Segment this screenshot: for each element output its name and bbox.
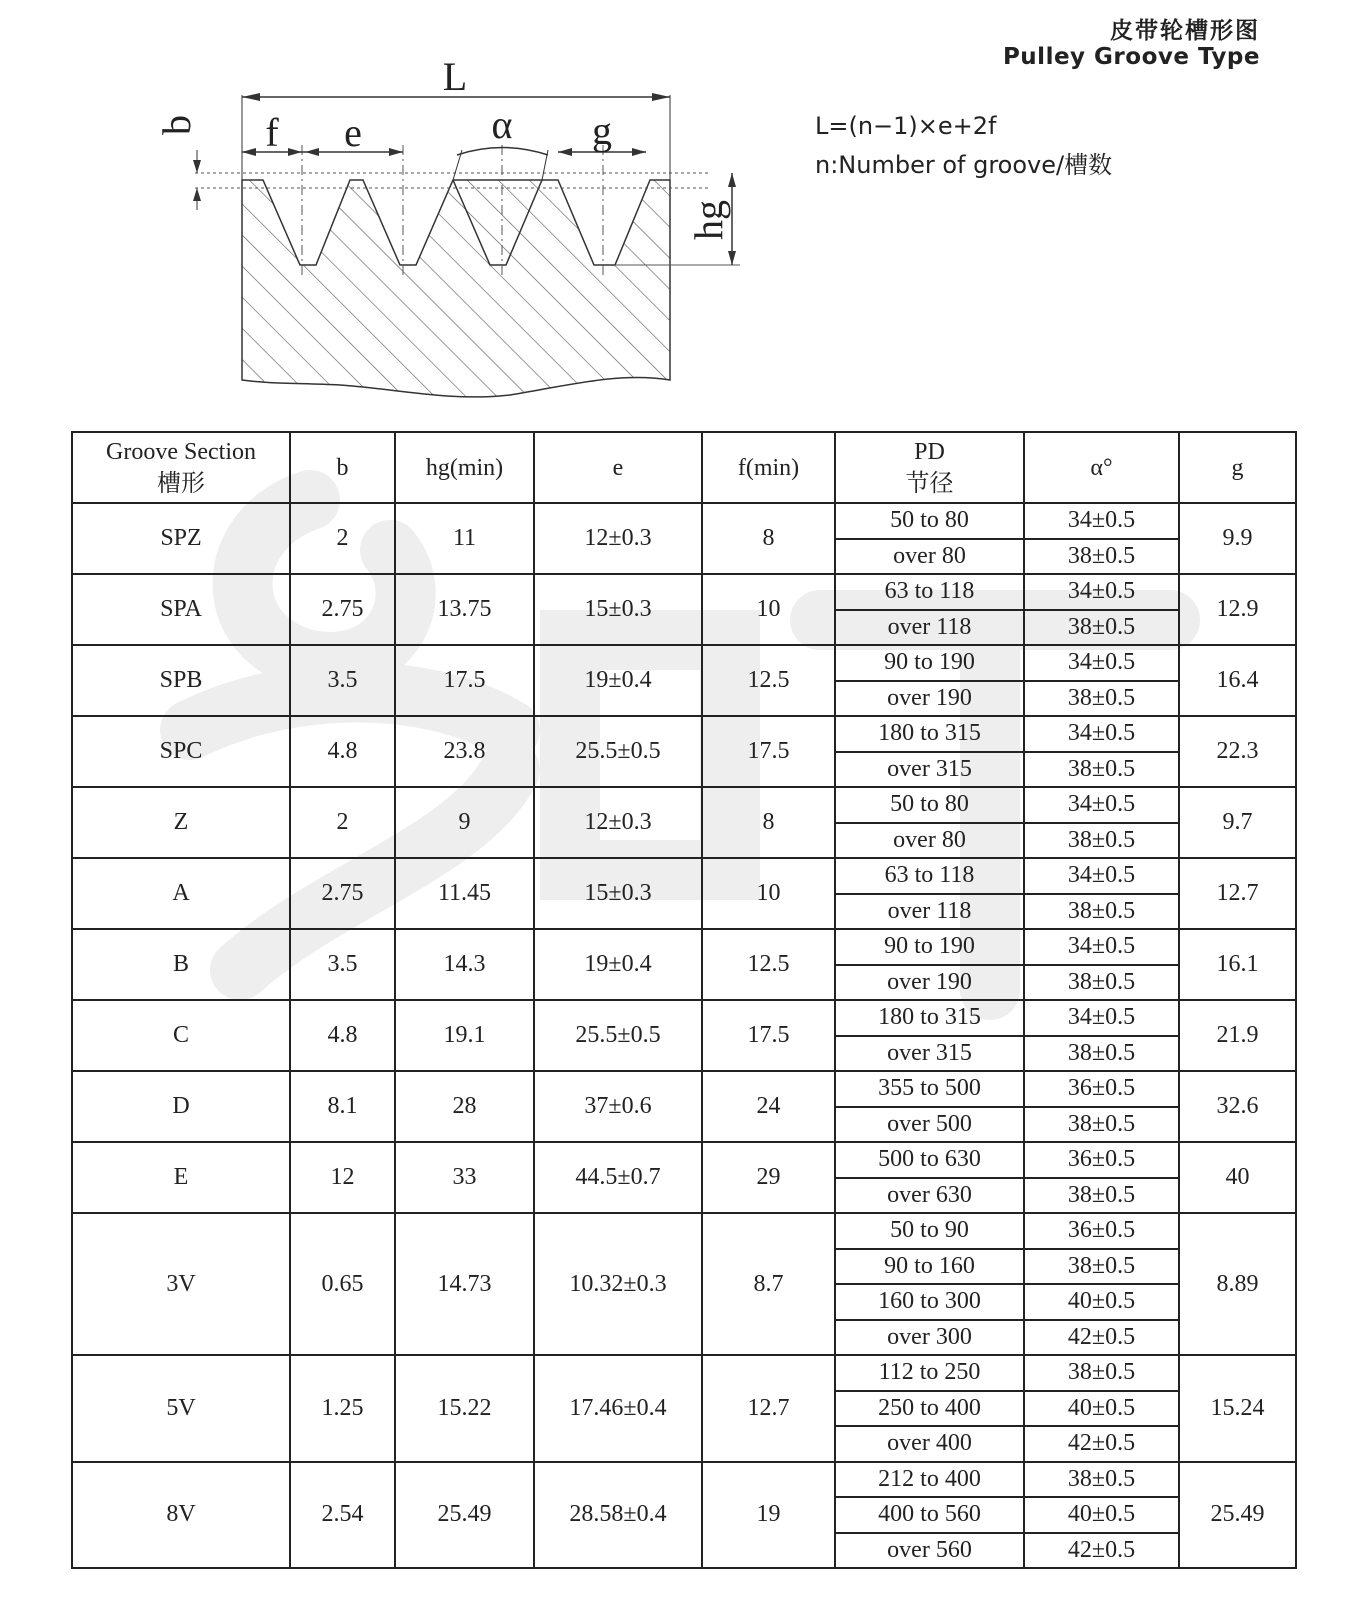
label-hg: hg [686,200,731,240]
table-row [72,574,1296,610]
cell-f: 8 [702,787,835,858]
cell-b: 2.75 [290,858,395,929]
cell-e: 19±0.4 [534,929,702,1000]
cell-f: 12.5 [702,929,835,1000]
label-e: e [344,110,362,155]
cell-alpha: 34±0.5 [1024,787,1179,823]
cell-alpha: 38±0.5 [1024,823,1179,859]
cell-b: 3.5 [290,929,395,1000]
pulley-body-hatch [230,170,690,410]
cell-pd-range: over 315 [835,1036,1024,1072]
cell-alpha: 38±0.5 [1024,610,1179,646]
cell-g: 9.7 [1179,787,1296,858]
cell-alpha: 42±0.5 [1024,1320,1179,1356]
cell-g: 9.9 [1179,503,1296,574]
cell-section: Z [72,787,290,858]
cell-alpha: 38±0.5 [1024,681,1179,717]
cell-pd-range: 50 to 80 [835,503,1024,539]
cell-pd-range: 63 to 118 [835,574,1024,610]
cell-b: 4.8 [290,716,395,787]
page-title-en: Pulley Groove Type [1002,44,1260,70]
cell-section: A [72,858,290,929]
cell-e: 10.32±0.3 [534,1213,702,1355]
cell-pd-range: 50 to 90 [835,1213,1024,1249]
cell-pd-range: over 80 [835,823,1024,859]
table-row [72,1355,1296,1391]
cell-g: 16.1 [1179,929,1296,1000]
cell-e: 19±0.4 [534,645,702,716]
cell-alpha: 42±0.5 [1024,1533,1179,1569]
cell-hg: 33 [395,1142,534,1213]
cell-g: 32.6 [1179,1071,1296,1142]
label-f: f [265,110,279,155]
cell-pd-range: over 400 [835,1426,1024,1462]
cell-e: 25.5±0.5 [534,1000,702,1071]
cell-f: 29 [702,1142,835,1213]
cell-pd-range: over 80 [835,539,1024,575]
table-row [72,1142,1296,1178]
col-header-b: b [290,432,395,503]
cell-section: SPA [72,574,290,645]
length-formula: L=(n−1)×e+2f [815,112,997,140]
cell-alpha: 36±0.5 [1024,1213,1179,1249]
label-alpha: α [491,102,513,147]
col-header-pd [835,432,1024,503]
cell-f: 12.5 [702,645,835,716]
cell-f: 12.7 [702,1355,835,1462]
cell-pd-range: 160 to 300 [835,1284,1024,1320]
cell-pd-range: 355 to 500 [835,1071,1024,1107]
cell-pd-range: 90 to 190 [835,645,1024,681]
cell-hg: 11.45 [395,858,534,929]
col-header-pd-en: PD [914,438,945,465]
cell-pd-range: 180 to 315 [835,1000,1024,1036]
cell-section: SPZ [72,503,290,574]
label-L: L [442,54,468,99]
cell-alpha: 38±0.5 [1024,894,1179,930]
cell-section: E [72,1142,290,1213]
cell-alpha: 40±0.5 [1024,1284,1179,1320]
cell-alpha: 34±0.5 [1024,574,1179,610]
col-header-section-en: Groove Section [106,438,256,465]
cell-alpha: 36±0.5 [1024,1071,1179,1107]
cell-pd-range: over 630 [835,1178,1024,1214]
cell-g: 22.3 [1179,716,1296,787]
cell-alpha: 38±0.5 [1024,1178,1179,1214]
cell-pd-range: 90 to 160 [835,1249,1024,1285]
col-header-e: e [534,432,702,503]
cell-hg: 23.8 [395,716,534,787]
cell-pd-range: 63 to 118 [835,858,1024,894]
cell-alpha: 34±0.5 [1024,929,1179,965]
cell-pd-range: over 118 [835,610,1024,646]
cell-f: 10 [702,858,835,929]
table-row [72,929,1296,965]
cell-pd-range: 180 to 315 [835,716,1024,752]
cell-alpha: 42±0.5 [1024,1426,1179,1462]
cell-alpha: 34±0.5 [1024,716,1179,752]
cell-b: 12 [290,1142,395,1213]
cell-section: 3V [72,1213,290,1355]
table-header-row [72,432,1296,503]
cell-pd-range: over 300 [835,1320,1024,1356]
table-row [72,1213,1296,1249]
cell-pd-range: 250 to 400 [835,1391,1024,1427]
cell-alpha: 38±0.5 [1024,1355,1179,1391]
cell-pd-range: over 118 [835,894,1024,930]
label-b: b [154,115,199,135]
cell-alpha: 34±0.5 [1024,645,1179,681]
cell-b: 3.5 [290,645,395,716]
cell-alpha: 38±0.5 [1024,965,1179,1001]
cell-section: D [72,1071,290,1142]
cell-alpha: 38±0.5 [1024,752,1179,788]
cell-e: 15±0.3 [534,574,702,645]
cell-pd-range: 500 to 630 [835,1142,1024,1178]
cell-f: 10 [702,574,835,645]
cell-b: 2.75 [290,574,395,645]
cell-section: SPB [72,645,290,716]
cell-hg: 15.22 [395,1355,534,1462]
table-row [72,1462,1296,1498]
cell-hg: 9 [395,787,534,858]
cell-hg: 14.73 [395,1213,534,1355]
groove-spec-table [71,431,1297,1569]
cell-f: 17.5 [702,716,835,787]
cell-pd-range: 50 to 80 [835,787,1024,823]
groove-count-note: n:Number of groove/槽数 [815,151,1113,179]
col-header-section-cn: 槽形 [157,470,205,497]
table-row [72,503,1296,539]
cell-section: 5V [72,1355,290,1462]
cell-e: 15±0.3 [534,858,702,929]
cell-f: 17.5 [702,1000,835,1071]
cell-section: C [72,1000,290,1071]
cell-e: 17.46±0.4 [534,1355,702,1462]
cell-pd-range: over 315 [835,752,1024,788]
table-row [72,1071,1296,1107]
cell-section: B [72,929,290,1000]
col-header-hg: hg(min) [395,432,534,503]
cell-f: 8.7 [702,1213,835,1355]
table-row [72,645,1296,681]
col-header-g: g [1179,432,1296,503]
col-header-section [72,432,290,503]
groove-diagram [150,50,770,410]
cell-hg: 25.49 [395,1462,534,1569]
table-row [72,1000,1296,1036]
cell-alpha: 40±0.5 [1024,1497,1179,1533]
cell-hg: 11 [395,503,534,574]
cell-section: SPC [72,716,290,787]
cell-alpha: 34±0.5 [1024,858,1179,894]
cell-pd-range: over 190 [835,965,1024,1001]
cell-b: 2 [290,503,395,574]
cell-alpha: 38±0.5 [1024,1107,1179,1143]
cell-alpha: 40±0.5 [1024,1391,1179,1427]
label-g: g [592,108,612,153]
page-title-cn: 皮带轮槽形图 [1110,18,1260,44]
cell-alpha: 34±0.5 [1024,1000,1179,1036]
cell-alpha: 34±0.5 [1024,503,1179,539]
cell-f: 24 [702,1071,835,1142]
cell-pd-range: over 500 [835,1107,1024,1143]
cell-alpha: 38±0.5 [1024,1249,1179,1285]
cell-hg: 17.5 [395,645,534,716]
cell-g: 15.24 [1179,1355,1296,1462]
cell-b: 2.54 [290,1462,395,1569]
cell-pd-range: 90 to 190 [835,929,1024,965]
cell-b: 1.25 [290,1355,395,1462]
cell-e: 44.5±0.7 [534,1142,702,1213]
cell-g: 12.9 [1179,574,1296,645]
cell-pd-range: 400 to 560 [835,1497,1024,1533]
cell-b: 4.8 [290,1000,395,1071]
cell-g: 21.9 [1179,1000,1296,1071]
cell-alpha: 38±0.5 [1024,539,1179,575]
table-row [72,787,1296,823]
cell-e: 12±0.3 [534,787,702,858]
cell-g: 40 [1179,1142,1296,1213]
cell-g: 12.7 [1179,858,1296,929]
cell-hg: 28 [395,1071,534,1142]
cell-hg: 13.75 [395,574,534,645]
cell-g: 25.49 [1179,1462,1296,1569]
table-body [72,503,1296,1568]
cell-b: 0.65 [290,1213,395,1355]
cell-e: 25.5±0.5 [534,716,702,787]
cell-b: 8.1 [290,1071,395,1142]
col-header-f: f(min) [702,432,835,503]
table-row [72,716,1296,752]
cell-hg: 14.3 [395,929,534,1000]
cell-b: 2 [290,787,395,858]
cell-f: 8 [702,503,835,574]
cell-e: 37±0.6 [534,1071,702,1142]
col-header-alpha: α° [1024,432,1179,503]
cell-g: 8.89 [1179,1213,1296,1355]
cell-pd-range: over 190 [835,681,1024,717]
cell-f: 19 [702,1462,835,1569]
cell-pd-range: over 560 [835,1533,1024,1569]
table-row [72,858,1296,894]
cell-pd-range: 112 to 250 [835,1355,1024,1391]
cell-section: 8V [72,1462,290,1569]
cell-alpha: 36±0.5 [1024,1142,1179,1178]
cell-g: 16.4 [1179,645,1296,716]
cell-pd-range: 212 to 400 [835,1462,1024,1498]
cell-e: 28.58±0.4 [534,1462,702,1569]
cell-e: 12±0.3 [534,503,702,574]
cell-alpha: 38±0.5 [1024,1462,1179,1498]
col-header-pd-cn: 节径 [905,470,954,497]
cell-hg: 19.1 [395,1000,534,1071]
cell-alpha: 38±0.5 [1024,1036,1179,1072]
